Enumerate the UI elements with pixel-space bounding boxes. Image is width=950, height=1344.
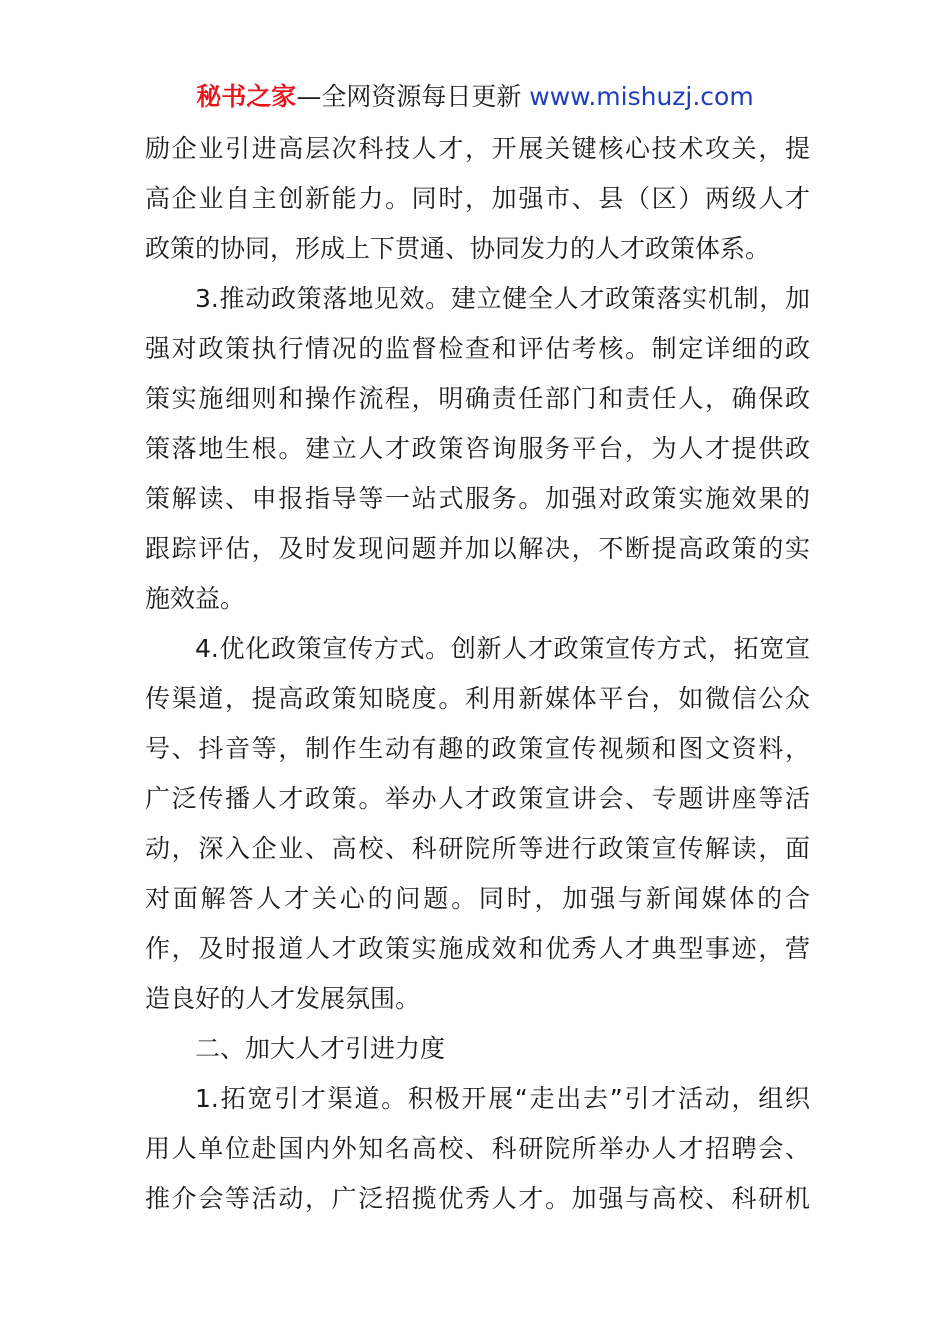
text-line: 造良好的人才发展氛围。 xyxy=(145,984,421,1013)
text-line: 4.优化政策宣传方式。创新人才政策宣传方式，拓宽宣 xyxy=(195,634,810,663)
text-line: 施效益。 xyxy=(145,584,246,613)
text-line: 3.推动政策落地见效。建立健全人才政策落实机制，加 xyxy=(195,284,810,313)
text-line: 动，深入企业、高校、科研院所等进行政策宣传解读，面 xyxy=(145,834,810,863)
site-url[interactable]: www.mishuzj.com xyxy=(529,82,754,111)
document-body xyxy=(145,124,810,1224)
text-line: 对面解答人才关心的问题。同时，加强与新闻媒体的合 xyxy=(145,884,810,913)
site-brand: 秘书之家 xyxy=(196,82,297,111)
text-line: 1.拓宽引才渠道。积极开展“走出去”引才活动，组织 xyxy=(195,1084,810,1113)
site-tagline: —全网资源每日更新 xyxy=(296,82,522,111)
text-line: 跟踪评估，及时发现问题并加以解决，不断提高政策的实 xyxy=(145,534,810,563)
text-line: 作，及时报道人才政策实施成效和优秀人才典型事迹，营 xyxy=(145,934,810,963)
text-line: 广泛传播人才政策。举办人才政策宣讲会、专题讲座等活 xyxy=(145,784,810,813)
text-line: 二、加大人才引进力度 xyxy=(195,1034,446,1063)
text-line: 高企业自主创新能力。同时，加强市、县（区）两级人才 xyxy=(145,184,810,213)
text-line: 强对政策执行情况的监督检查和评估考核。制定详细的政 xyxy=(145,334,810,363)
text-line: 推介会等活动，广泛招揽优秀人才。加强与高校、科研机 xyxy=(145,1184,810,1213)
text-line: 策实施细则和操作流程，明确责任部门和责任人，确保政 xyxy=(145,384,810,413)
text-line: 策解读、申报指导等一站式服务。加强对政策实施效果的 xyxy=(145,484,810,513)
text-line: 策落地生根。建立人才政策咨询服务平台，为人才提供政 xyxy=(145,434,810,463)
text-line: 政策的协同，形成上下贯通、协同发力的人才政策体系。 xyxy=(145,234,771,263)
page-header xyxy=(0,80,950,114)
text-line: 用人单位赴国内外知名高校、科研院所举办人才招聘会、 xyxy=(145,1134,810,1163)
text-line: 传渠道，提高政策知晓度。利用新媒体平台，如微信公众 xyxy=(145,684,810,713)
text-line: 号、抖音等，制作生动有趣的政策宣传视频和图文资料， xyxy=(145,734,810,763)
text-line: 励企业引进高层次科技人才，开展关键核心技术攻关，提 xyxy=(145,134,810,163)
